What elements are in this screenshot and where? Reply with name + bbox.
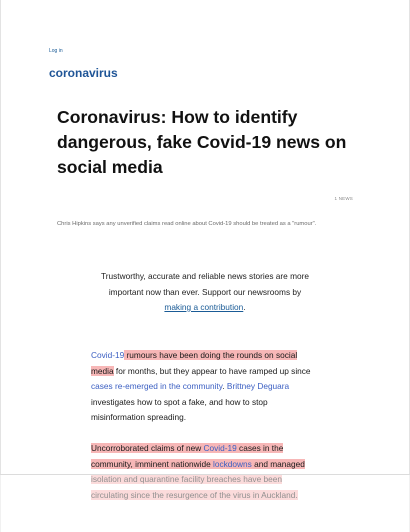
cases-reemerged-link[interactable]: cases re-emerged in the community xyxy=(91,381,223,391)
author-link[interactable]: Brittney Deguara xyxy=(226,381,290,391)
support-message xyxy=(98,269,312,316)
lockdowns-link[interactable]: lockdowns xyxy=(213,458,252,469)
section-title[interactable]: coronavirus xyxy=(49,66,118,80)
article-paragraph-1 xyxy=(91,348,321,426)
paragraph-text: for months, but they appear to have ramped up since xyxy=(113,365,311,376)
paragraph-text: investigates how to spot a fake, and how to stop misinformation spreading. xyxy=(91,396,268,422)
article-headline: Coronavirus: How to identify dangerous, fake Covid-19 news on social media xyxy=(57,107,347,177)
video-caption: Chris Hipkins says any unverified claims read online about Covid-19 should be treated as a "rumour". xyxy=(57,221,317,227)
paragraph-text: . xyxy=(222,381,227,391)
page-left-border xyxy=(0,0,1,532)
support-tail: . xyxy=(243,302,246,312)
highlighted-text: and managed xyxy=(91,459,305,500)
covid-19-link[interactable]: Covid-19 xyxy=(203,443,237,453)
support-text: Trustworthy, accurate and reliable news stories are more important now than ever. Support our newsrooms by xyxy=(101,271,309,297)
bottom-panel-overlay xyxy=(0,475,410,532)
category-badge[interactable]: 1 NEWS xyxy=(334,196,353,201)
highlighted-text: rumours have been doing the rounds on social media xyxy=(91,350,298,376)
highlighted-text: Uncorroborated claims of new xyxy=(91,443,204,453)
login-link[interactable]: Log in xyxy=(49,48,63,54)
highlighted-text: cases in the community, imminent nationwide xyxy=(91,443,284,469)
covid-19-link[interactable]: Covid-19 xyxy=(91,350,125,360)
contribution-link[interactable]: making a contribution xyxy=(164,302,244,312)
